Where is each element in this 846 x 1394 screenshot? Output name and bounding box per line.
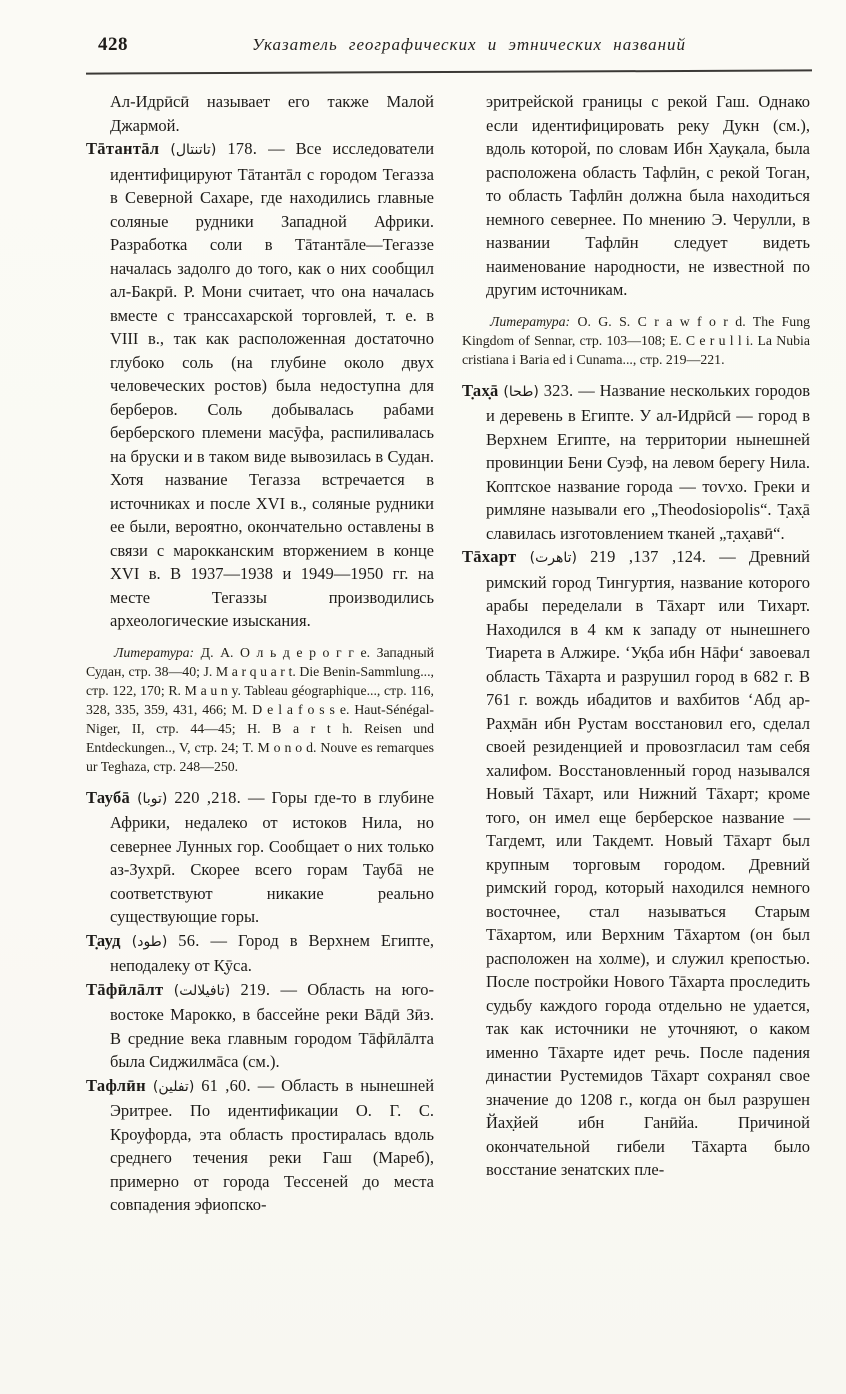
entry-body: — Область на юго-востоке Марокко, в бассейне реки Вāдӣ Зӣз. В средние века главным городом Тāфӣлāлта была Сиджилмāса (см.).: [110, 979, 434, 1071]
page-references: 60, 61.: [201, 1075, 251, 1095]
entry-taud: [86, 929, 434, 978]
literature-note: [86, 643, 434, 776]
page-number: 428: [98, 34, 128, 55]
entry-tatantal: [86, 137, 434, 633]
page-references: 124, 137, 219.: [590, 547, 707, 566]
literature-label: Литература:: [490, 313, 571, 329]
headword: Тāфӣлāлт: [86, 979, 164, 999]
text-columns: [86, 90, 810, 1217]
entry-body: — Город в Верхнем Египте, неподалеку от К̣ӯса.: [110, 930, 435, 975]
headword: Тāхарт: [462, 547, 517, 566]
headword: Т̣ах̣ā: [462, 380, 499, 400]
continuation-paragraph: Ал-Идрӣсӣ называет его также Малой Джармой.: [110, 92, 434, 135]
right-column: [462, 90, 810, 1217]
page-references: 218, 220.: [174, 787, 241, 807]
entry-taha: [462, 379, 810, 546]
entry-tahart: [462, 545, 810, 1182]
arabic-name: (تاهرت): [529, 550, 577, 566]
entry-tauba: [86, 786, 434, 929]
literature-text: O. G. S. C r a w f o r d. The Fung Kingdom of Sennar, стр. 103—108; E. C e r u l l i. La Nubia cristiana i Baria ed i Cunama..., стр. 219—221.: [462, 313, 810, 367]
literature-text: Д. А. О л ь д е р о г г е. Западный Судан, стр. 38—40; J. M a r q u a r t. Die Benin-Sammlung..., стр. 122, 170; R. M a u n y. Tableau géographique..., стр. 116, 328, 335, 359, 431, 466; M. D e l a f o s s e. Haut-Sénégal-Niger, II, стр. 44—45; H. B a r t h. Reisen und Entdeckungen.., V, стр. 24; T. M o n o d. Nouve es remarques ur Teghaza, стр. 248—250.: [86, 644, 434, 774]
arabic-name: (تافيلالت): [173, 982, 231, 999]
arabic-name: (طود): [131, 933, 168, 950]
entry-tafilalt: [86, 978, 434, 1074]
headword: Таубā: [86, 787, 131, 807]
entry-body: — Название нескольких городов и деревень в Египте. У ал-Идрӣсӣ — город в Верхнем Египте, на территории нынешней провинции Бени Суэф, на левом берегу Нила. Коптское название города — тоѵхо. Греки и римляне называли его „Theodosiopolis“. Т̣ах̣ā славилась изготовлением тканей „т̣ах̣авӣ“.: [486, 380, 811, 543]
page-references: 323.: [543, 380, 574, 400]
arabic-name: (توبا): [137, 790, 168, 807]
running-title: Указатель географических и этнических названий: [251, 35, 687, 54]
continuation-paragraph: эритрейской границы с рекой Гаш. Однако если идентифицировать реку Дукн (см.), вдоль которой, по словам Ибн Х̣аук̣ала, была расположена область Тафлӣн, с рекой Тоган, то область Тафлӣн должна была находиться немного севернее. По мнению Э. Черулли, в названии Тафлӣн следует видеть наименование народности, не известной по другим источникам.: [486, 92, 810, 299]
headword: Тāтантāл: [86, 139, 160, 158]
entry-body: — Область в нынешней Эритрее. По идентификации О. Г. С. Кроуфорда, эта область простиралась вдоль среднего течения реки Гаш (Мареб), примерно от города Тессеней до места совпадения эфиопско-: [110, 1075, 435, 1214]
literature-label: Литература:: [114, 644, 195, 660]
header-rule: [86, 69, 812, 74]
entry-body: — Горы где-то в глубине Африки, недалеко от истоков Нила, но севернее Лунных гор. Сообщает о них только аз-Зухрӣ. Скорее всего горам Таубā не соответствуют никакие реально существующие горы.: [110, 787, 435, 926]
page-references: 56.: [178, 930, 200, 950]
headword: Тафлӣн: [86, 1075, 146, 1095]
arabic-name: (تفلين): [152, 1078, 195, 1095]
page-references: 178.: [227, 139, 258, 158]
arabic-name: (طحا): [503, 383, 539, 400]
left-column: [86, 90, 434, 1217]
literature-note: [462, 312, 810, 369]
arabic-name: (تاتنتال): [170, 142, 217, 158]
headword: Т̣ауд: [86, 930, 121, 950]
entry-taflin: [86, 1074, 434, 1217]
page-header: [98, 32, 800, 64]
entry-body: — Все исследователи идентифицируют Тāтантāл с городом Тегазза в Северной Сахаре, где находились главные соляные рудники Западной Африки. Разработка соли в Тāтантāле—Тегаззе началась задолго до того, как о них сообщил ал-Бакрӣ. Р. Мони считает, что она началась вместе с транссахарской торговлей, т. е. в VIII в., так как расположенная достаточно глубоко соль (на глубине около двух человеческих ростов) была недоступна для берберов. Соль добывалась рабами берберского племени масӯфа, распиливалась на бруски и в таком виде вывозилась в Судан. Хотя название Тегазза встречается в источниках и после XVI в., соляные рудники ее были, вероятно, окончательно оставлены в связи с марокканским вторжением в конце XVI в. В 1937—1938 и 1949—1950 гг. на месте Тегаззы производились археологические изыскания.: [110, 139, 435, 630]
entry-body: — Древний римский город Тингуртия, название которого арабы переделали в Тāхарт или Тихарт. Находился в 4 км к западу от нынешнего Тиарета в Алжире. ʻУк̣ба ибн Нāфиʻ завоевал область Тāхарта и разрушил город в 682 г. В 761 г. вождь ибадитов и вахбитов ʻАбд ар-Рах̣мāн ибн Рустам восстановил его, сделал своей резиденцией и провозгласил там себя халифом. Восстановленный город назывался Новый Тāхарт, или Нижний Тāхарт; кроме того, он имел еще берберское название — Тагдемт, или Такдемт. Новый Тāхарт был крупным торговым городом. Древний римский город, который находился немного восточнее, стал называться Старым Тāхартом, или Верхним Тāхартом (он был расположен на холме), и служил крепостью. После постройки Нового Тāхарта проследить судьбу каждого города отдельно не удается, так как источники не уточняют, о каком именно Тāхарте идет речь. После падения династии Рустемидов Тāхарт сохранял свое значение до 1208 г., когда он был разрушен Йах̣йей ибн Ганӣйа. Причиной окончательной гибели Тāхарта было восстание зенатских пле-: [486, 547, 810, 1179]
page-references: 219.: [240, 979, 271, 999]
